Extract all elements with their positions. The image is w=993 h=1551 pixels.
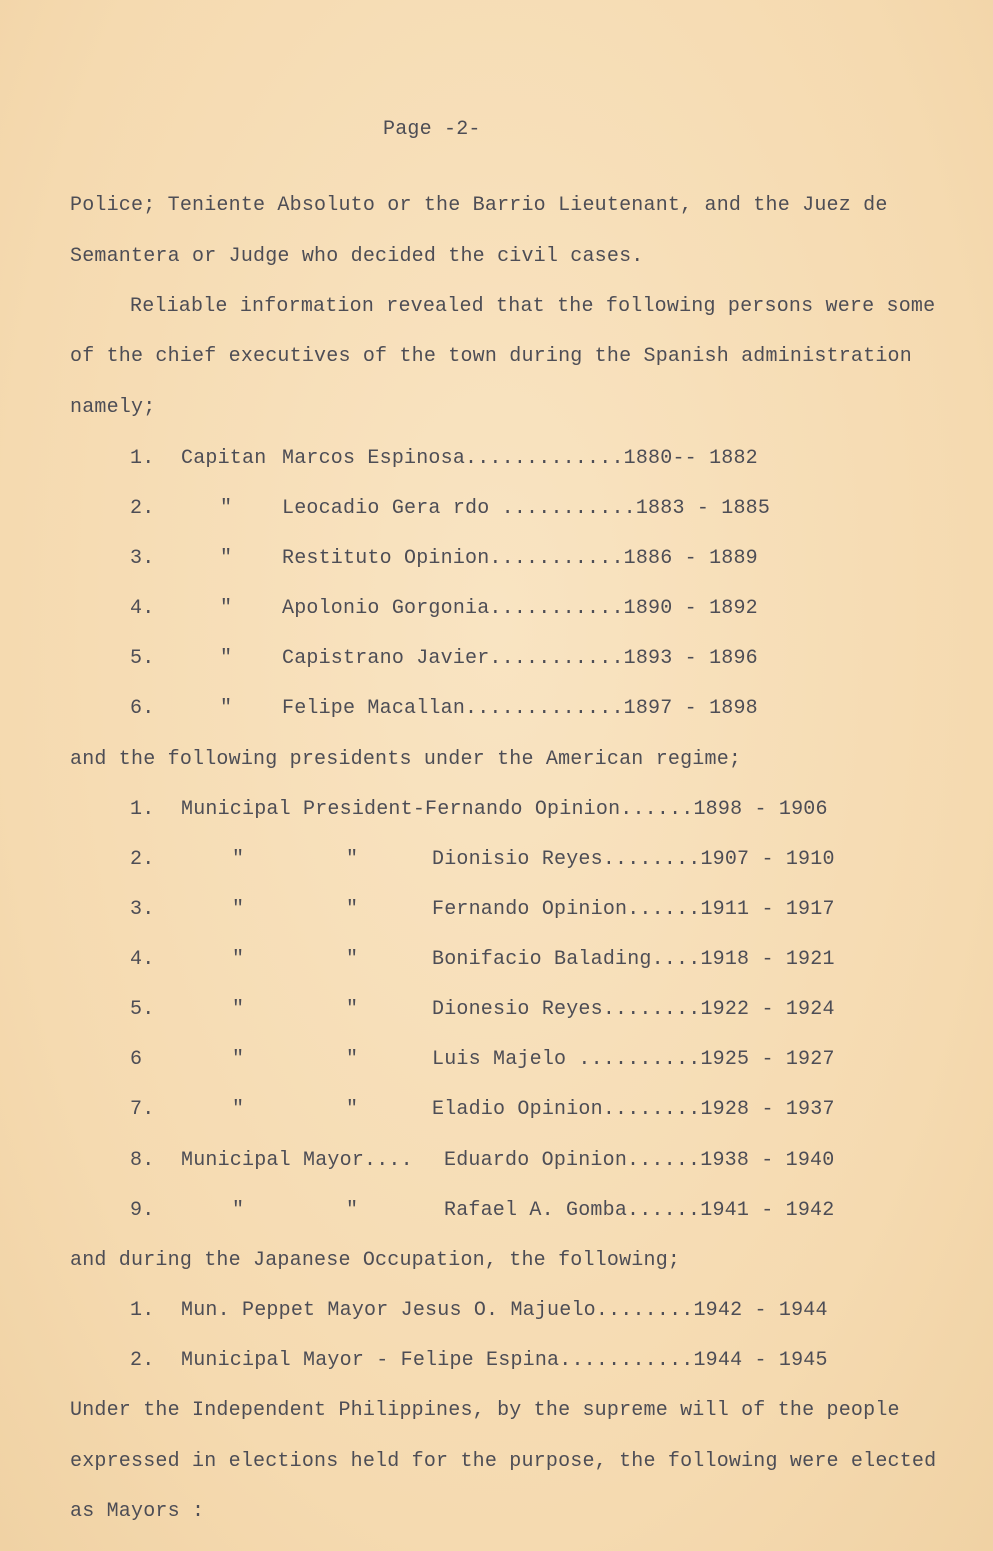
american-item-num: 9. — [130, 1199, 155, 1222]
american-item-num: 2. — [130, 848, 155, 871]
american-item-name: Dionisio Reyes........1907 - 1910 — [432, 848, 835, 871]
spanish-item-num: 5. — [130, 647, 155, 670]
ditto-mark: " — [346, 1199, 359, 1222]
american-item-name: Dionesio Reyes........1922 - 1924 — [432, 998, 835, 1021]
american-item-num: 7. — [130, 1098, 155, 1121]
spanish-item-name: Restituto Opinion...........1886 - 1889 — [282, 547, 758, 570]
spanish-item-num: 3. — [130, 547, 155, 570]
american-item-num: 5. — [130, 998, 155, 1021]
american-item-name: Fernando Opinion......1911 - 1917 — [432, 898, 835, 921]
ditto-mark: " — [346, 1098, 359, 1121]
japanese-item-num: 2. — [130, 1349, 155, 1372]
spanish-item-num: 1. — [130, 447, 155, 470]
japanese-item-num: 1. — [130, 1299, 155, 1322]
ditto-mark: " — [232, 948, 245, 971]
ditto-mark: " — [346, 1048, 359, 1071]
ditto-mark: " — [220, 647, 233, 670]
closing-line-1: Under the Independent Philippines, by the supreme will of the people — [70, 1399, 900, 1422]
spanish-item-name: Capistrano Javier...........1893 - 1896 — [282, 647, 758, 670]
spanish-item-num: 6. — [130, 697, 155, 720]
american-item-text: Municipal President-Fernando Opinion......1898 - 1906 — [181, 798, 828, 821]
american-item-num: 4. — [130, 948, 155, 971]
intro-line-1: Police; Teniente Absoluto or the Barrio Lieutenant, and the Juez de — [70, 194, 888, 217]
spanish-item-num: 2. — [130, 497, 155, 520]
ditto-mark: " — [346, 898, 359, 921]
page-number: Page -2- — [383, 118, 481, 141]
japanese-intro: and during the Japanese Occupation, the following; — [70, 1249, 681, 1272]
ditto-mark: " — [220, 597, 233, 620]
japanese-item-text: Mun. Peppet Mayor Jesus O. Majuelo........1942 - 1944 — [181, 1299, 828, 1322]
american-item-name: Rafael A. Gomba......1941 - 1942 — [444, 1199, 835, 1222]
intro-line-2: Semantera or Judge who decided the civil cases. — [70, 245, 644, 268]
american-intro: and the following presidents under the American regime; — [70, 748, 742, 771]
intro-line-4: of the chief executives of the town during the Spanish administration — [70, 345, 912, 368]
american-item-num: 3. — [130, 898, 155, 921]
spanish-item-num: 4. — [130, 597, 155, 620]
ditto-mark: " — [232, 1048, 245, 1071]
ditto-mark: " — [346, 948, 359, 971]
ditto-mark: " — [220, 697, 233, 720]
ditto-mark: " — [220, 547, 233, 570]
american-item-num: 1. — [130, 798, 155, 821]
ditto-mark: " — [232, 898, 245, 921]
closing-line-3: as Mayors : — [70, 1500, 205, 1523]
ditto-mark: " — [232, 1098, 245, 1121]
ditto-mark: " — [346, 848, 359, 871]
american-item-num: 6 — [130, 1048, 143, 1071]
american-item-num: 8. — [130, 1149, 155, 1172]
american-item-title: Municipal Mayor.... — [181, 1149, 413, 1172]
ditto-mark: " — [232, 848, 245, 871]
american-item-name: Bonifacio Balading....1918 - 1921 — [432, 948, 835, 971]
intro-line-3: Reliable information revealed that the following persons were some — [130, 295, 936, 318]
american-item-name: Eladio Opinion........1928 - 1937 — [432, 1098, 835, 1121]
ditto-mark: " — [346, 998, 359, 1021]
ditto-mark: " — [232, 998, 245, 1021]
closing-line-2: expressed in elections held for the purpose, the following were elected — [70, 1450, 937, 1473]
japanese-item-text: Municipal Mayor - Felipe Espina...........1944 - 1945 — [181, 1349, 828, 1372]
spanish-item-title: Capitan — [181, 447, 267, 470]
american-item-name: Eduardo Opinion......1938 - 1940 — [444, 1149, 835, 1172]
american-item-name: Luis Majelo ..........1925 - 1927 — [432, 1048, 835, 1071]
spanish-item-name: Leocadio Gera rdo ...........1883 - 1885 — [282, 497, 771, 520]
intro-line-5: namely; — [70, 396, 156, 419]
ditto-mark: " — [232, 1199, 245, 1222]
spanish-item-name: Marcos Espinosa.............1880-- 1882 — [282, 447, 758, 470]
ditto-mark: " — [220, 497, 233, 520]
spanish-item-name: Apolonio Gorgonia...........1890 - 1892 — [282, 597, 758, 620]
spanish-item-name: Felipe Macallan.............1897 - 1898 — [282, 697, 758, 720]
